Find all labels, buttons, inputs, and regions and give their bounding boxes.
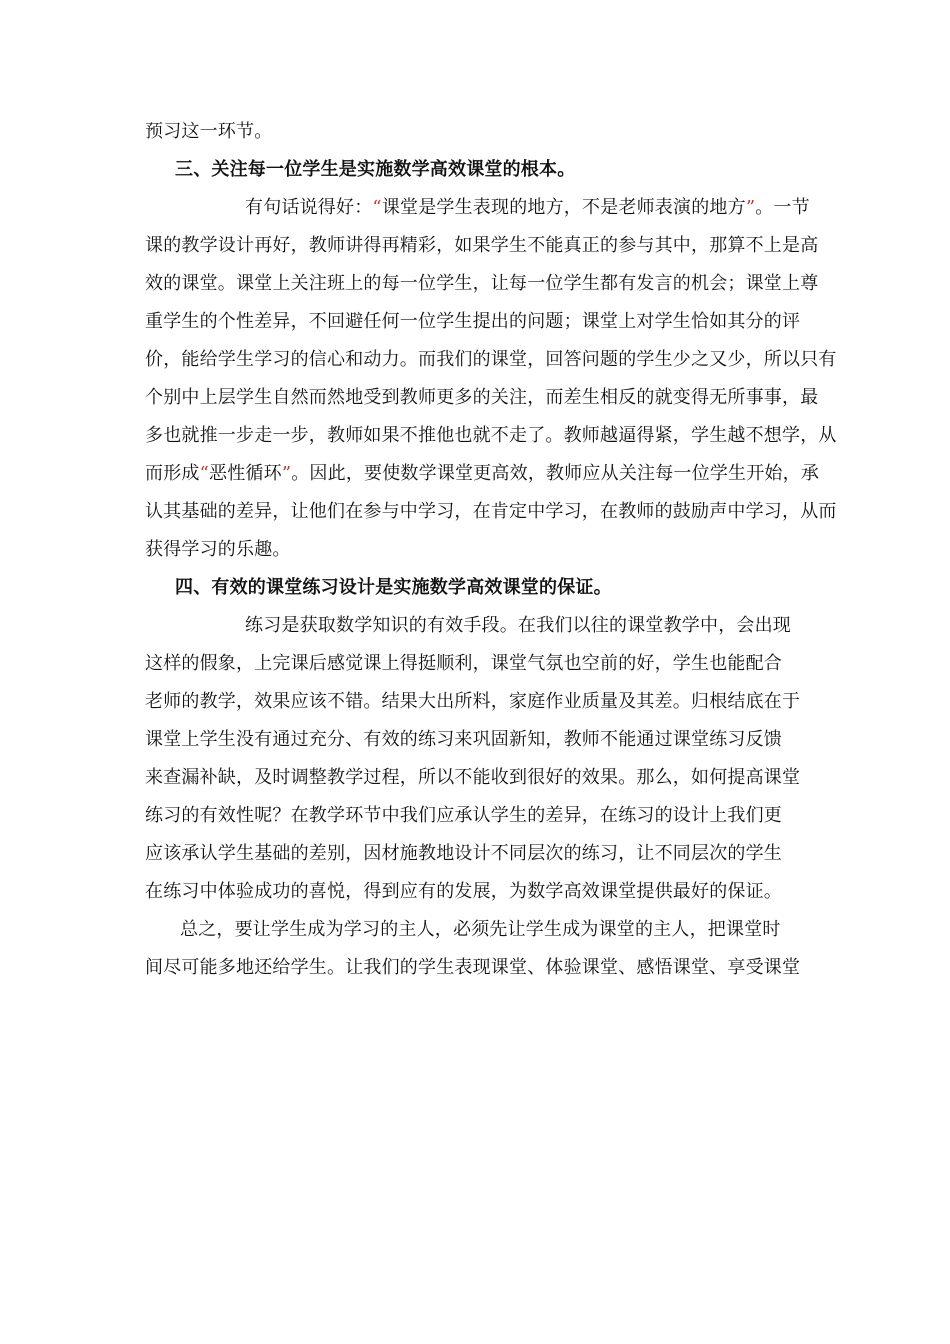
text-line: 预习这一环节。 [145, 121, 273, 142]
section-heading-4: 四、有效的课堂练习设计是实施数学高效课堂的保证。 [175, 577, 612, 598]
paragraph-line: 课的教学设计再好，教师讲得再精彩，如果学生不能真正的参与其中，那算不上是高 [145, 235, 819, 256]
paragraph-line: 来查漏补缺，及时调整教学过程，所以不能收到很好的效果。那么，如何提高课堂 [145, 767, 801, 788]
paragraph-line: 总之，要让学生成为学习的主人，必须先让学生成为课堂的主人，把课堂时 [180, 919, 781, 940]
paragraph-line: 练习是获取数学知识的有效手段。在我们以往的课堂教学中，会出现 [245, 615, 791, 636]
paragraph-line: 老师的教学，效果应该不错。结果大出所料，家庭作业质量及其差。归根结底在于 [145, 691, 801, 712]
paragraph-line: 间尽可能多地还给学生。让我们的学生表现课堂、体验课堂、感悟课堂、享受课堂 [145, 957, 801, 978]
paragraph-line: 个别中上层学生自然而然地受到教师更多的关注，而差生相反的就变得无所事事，最 [145, 387, 819, 408]
paragraph-line: 在练习中体验成功的喜悦，得到应有的发展，为数学高效课堂提供最好的保证。 [145, 881, 782, 902]
paragraph-line: 效的课堂。课堂上关注班上的每一位学生，让每一位学生都有发言的机会；课堂上尊 [145, 273, 819, 294]
paragraph-line: 这样的假象，上完课后感觉课上得挺顺利，课堂气氛也空前的好，学生也能配合 [145, 653, 782, 674]
paragraph-line: 而形成“恶性循环”。因此，要使数学课堂更高效，教师应从关注每一位学生开始，承 [145, 463, 820, 484]
paragraph-line: 获得学习的乐趣。 [145, 539, 291, 560]
paragraph-line: 认其基础的差异，让他们在参与中学习，在肯定中学习，在教师的鼓励声中学习，从而 [145, 501, 837, 522]
paragraph-line: 多也就推一步走一步，教师如果不推他也就不走了。教师越逼得紧，学生越不想学，从 [145, 425, 837, 446]
section-heading-3: 三、关注每一位学生是实施数学高效课堂的根本。 [175, 159, 576, 180]
paragraph-line: 课堂上学生没有通过充分、有效的练习来巩固新知，教师不能通过课堂练习反馈 [145, 729, 782, 750]
paragraph-line: 应该承认学生基础的差别，因材施教地设计不同层次的练习，让不同层次的学生 [145, 843, 782, 864]
paragraph-line: 有句话说得好：“课堂是学生表现的地方，不是老师表演的地方”。一节 [245, 197, 810, 218]
paragraph-line: 重学生的个性差异，不回避任何一位学生提出的问题；课堂上对学生恰如其分的评 [145, 311, 801, 332]
paragraph-line: 价，能给学生学习的信心和动力。而我们的课堂，回答问题的学生少之又少，所以只有 [145, 349, 837, 370]
paragraph-line: 练习的有效性呢？在教学环节中我们应承认学生的差异，在练习的设计上我们更 [145, 805, 782, 826]
